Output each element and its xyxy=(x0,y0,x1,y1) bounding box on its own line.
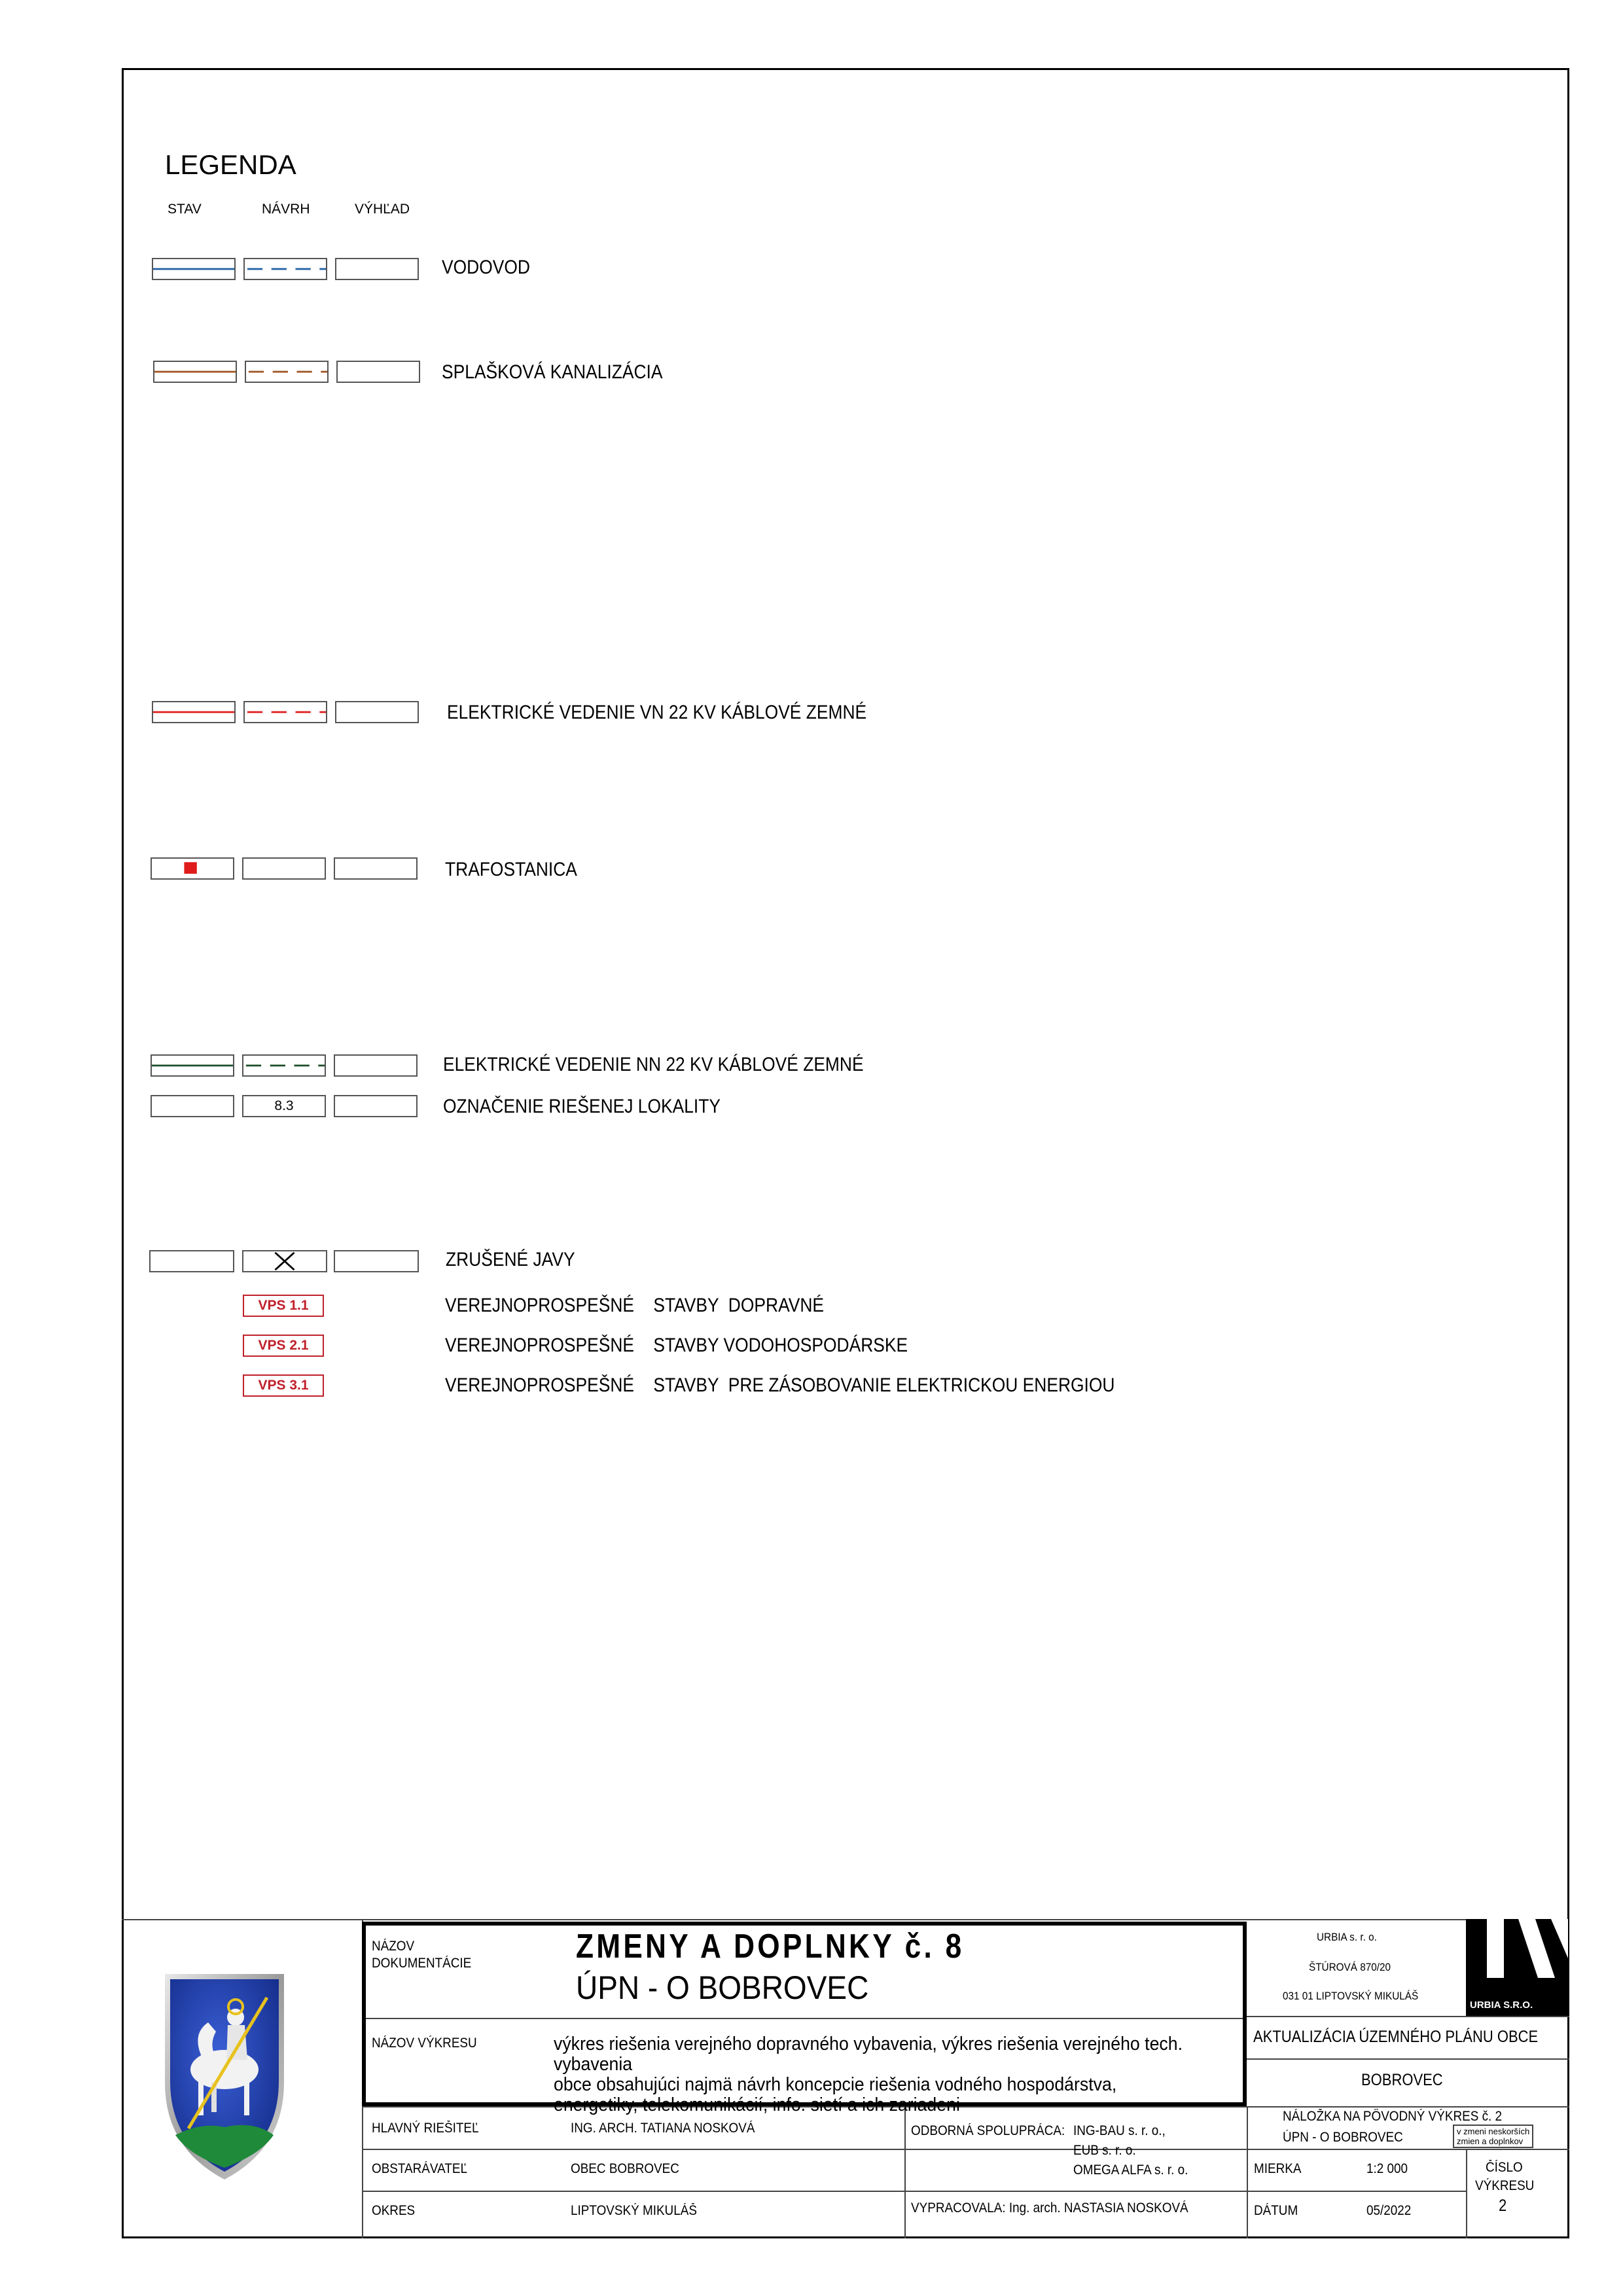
company-logo-text: URBIA S.R.O. xyxy=(1470,2000,1533,2011)
legend-label: ELEKTRICKÉ VEDENIE NN 22 KV KÁBLOVÉ ZEMNÉ xyxy=(443,1054,864,1075)
coat-of-arms-icon xyxy=(162,1971,287,2181)
date-value: 05/2022 xyxy=(1366,2203,1412,2218)
drawing-desc-line: obce obsahujúci najmä návrh koncepcie riešenia vodného hospodárstva, xyxy=(554,2074,1117,2095)
vps-badge: VPS 1.1 xyxy=(243,1295,324,1317)
symbol-vyhlad xyxy=(336,361,420,383)
number-value: 2 xyxy=(1499,2197,1507,2215)
locality-code: 8.3 xyxy=(274,1098,294,1113)
legend-title: LEGENDA xyxy=(165,149,296,180)
cross-icon xyxy=(243,1251,326,1271)
company-city: 031 01 LIPTOVSKÝ MIKULÁŠ xyxy=(1283,1990,1419,2002)
insert-note xyxy=(1453,2125,1533,2148)
coop-company: ING-BAU s. r. o., xyxy=(1073,2123,1166,2138)
district-value: LIPTOVSKÝ MIKULÁŠ xyxy=(571,2203,697,2218)
vps-label: VEREJNOPROSPEŠNÉ STAVBY VODOHOSPODÁRSKE xyxy=(445,1335,908,1356)
district-label: OKRES xyxy=(372,2203,416,2218)
coop-label: ODBORNÁ SPOLUPRÁCA: xyxy=(911,2123,1065,2138)
symbol-navrh xyxy=(242,1095,326,1117)
symbol-navrh xyxy=(243,701,327,723)
coop-company: EUB s. r. o. xyxy=(1073,2143,1136,2158)
date-label: DÁTUM xyxy=(1254,2203,1298,2218)
symbol-vyhlad xyxy=(335,701,419,723)
symbol-navrh xyxy=(242,1250,327,1272)
symbol-stav xyxy=(151,857,234,880)
column-navrh: NÁVRH xyxy=(262,202,310,217)
scale-label: MIERKA xyxy=(1254,2161,1302,2176)
vps-label: VEREJNOPROSPEŠNÉ STAVBY PRE ZÁSOBOVANIE ELEKTRICKOU ENERGIOU xyxy=(445,1374,1115,1396)
symbol-stav xyxy=(149,1250,234,1272)
number-label: ČÍSLO xyxy=(1486,2160,1523,2175)
drawing-name-label: NÁZOV VÝKRESU xyxy=(372,2036,477,2051)
symbol-vyhlad xyxy=(334,1250,419,1272)
symbol-vyhlad xyxy=(334,1054,418,1077)
symbol-stav xyxy=(151,1095,234,1117)
vps-label: VEREJNOPROSPEŠNÉ STAVBY DOPRAVNÉ xyxy=(445,1295,824,1316)
legend-label: SPLAŠKOVÁ KANALIZÁCIA xyxy=(442,361,663,383)
symbol-stav xyxy=(152,701,236,723)
column-vyhlad: VÝHĽAD xyxy=(355,202,410,217)
lead-value: ING. ARCH. TATIANA NOSKOVÁ xyxy=(571,2121,755,2136)
doc-name-label: NÁZOV xyxy=(372,1939,415,1954)
symbol-navrh xyxy=(242,857,326,880)
symbol-stav xyxy=(152,258,236,280)
symbol-vyhlad xyxy=(335,258,419,280)
symbol-stav xyxy=(153,361,237,383)
vps-badge: VPS 2.1 xyxy=(243,1335,324,1357)
vps-badge: VPS 3.1 xyxy=(243,1374,324,1397)
client-label: OBSTARÁVATEĽ xyxy=(372,2161,467,2176)
drawing-desc-line: výkres riešenia verejného dopravného vybavenia, výkres riešenia verejného tech. vybavenia xyxy=(554,2034,1183,2075)
symbol-navrh xyxy=(242,1054,326,1077)
number-label: VÝKRESU xyxy=(1475,2178,1535,2193)
symbol-navrh xyxy=(245,361,329,383)
legend-label: TRAFOSTANICA xyxy=(445,859,577,880)
insert-title: NÁLOŽKA NA PÔVODNÝ VÝKRES č. 2 xyxy=(1283,2109,1503,2124)
symbol-vyhlad xyxy=(334,857,418,880)
client-value: OBEC BOBROVEC xyxy=(571,2161,679,2176)
legend-label: VODOVOD xyxy=(442,257,530,278)
lead-label: HLAVNÝ RIEŠITEĽ xyxy=(372,2121,479,2136)
insert-subtitle: ÚPN - O BOBROVEC xyxy=(1283,2130,1403,2145)
drawing-description xyxy=(554,2034,1192,2115)
company-street: ŠTÚROVÁ 870/20 xyxy=(1309,1961,1391,1973)
drawing-frame xyxy=(122,68,1569,2238)
column-stav: STAV xyxy=(168,202,202,217)
project-village: BOBROVEC xyxy=(1361,2071,1443,2089)
project-title: AKTUALIZÁCIA ÚZEMNÉHO PLÁNU OBCE xyxy=(1253,2028,1539,2046)
symbol-stav xyxy=(151,1054,234,1077)
company-logo xyxy=(1466,1919,1569,2016)
legend-label: ELEKTRICKÉ VEDENIE VN 22 KV KÁBLOVÉ ZEMNÉ xyxy=(447,702,867,723)
insert-note-line: v zmeni neskorších xyxy=(1457,2126,1530,2136)
company-name: URBIA s. r. o. xyxy=(1317,1931,1377,1943)
scale-value: 1:2 000 xyxy=(1366,2161,1408,2176)
legend-label: OZNAČENIE RIEŠENEJ LOKALITY xyxy=(443,1096,721,1117)
urbia-logo-icon xyxy=(1472,1919,1569,1984)
doc-name-label: DOKUMENTÁCIE xyxy=(372,1956,472,1971)
symbol-vyhlad xyxy=(334,1095,418,1117)
symbol-navrh xyxy=(243,258,327,280)
document-subtitle: ÚPN - O BOBROVEC xyxy=(576,1969,869,2006)
drawn-by: VYPRACOVALA: Ing. arch. NASTASIA NOSKOVÁ xyxy=(911,2200,1188,2215)
legend-label: ZRUŠENÉ JAVY xyxy=(446,1249,575,1270)
document-title: ZMENY A DOPLNKY č. 8 xyxy=(576,1928,965,1965)
coop-company: OMEGA ALFA s. r. o. xyxy=(1073,2162,1188,2178)
insert-note-line: zmien a doplnkov xyxy=(1457,2136,1524,2146)
drawing-desc-line: energetiky, telekomunikácií, info. sietí a ich zariadeni xyxy=(554,2094,960,2115)
